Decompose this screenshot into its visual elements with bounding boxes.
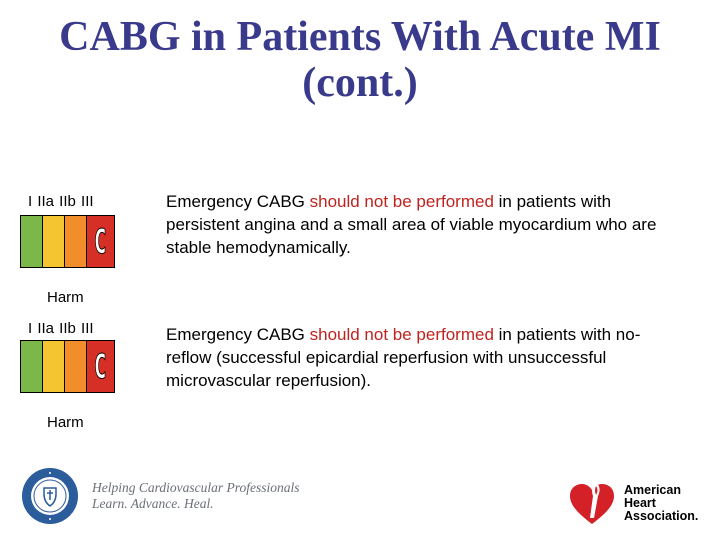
aha-line-3: Association. <box>624 508 699 523</box>
aha-logo <box>566 478 698 528</box>
acc-tagline-line-1: Helping Cardiovascular Professionals <box>92 480 300 495</box>
classification-boxes-2 <box>20 340 115 393</box>
recommendation-2-suffix: in patients with no-reflow (successful epicardial reperfusion with unsuccessful microvascular reperfusion). <box>166 325 641 390</box>
class-iii-box <box>87 216 114 267</box>
recommendation-1-highlight: should not be performed <box>309 192 494 211</box>
acc-tagline-line-2: Learn. Advance. Heal. <box>92 496 214 511</box>
recommendation-2-highlight: should not be performed <box>309 325 494 344</box>
class-i-box <box>21 341 43 392</box>
level-of-evidence-letter: C <box>94 346 107 387</box>
classification-boxes-1 <box>20 215 115 268</box>
recommendation-1 <box>166 190 666 259</box>
class-iib-box <box>65 341 87 392</box>
recommendation-1-suffix: in patients with persistent angina and a small area of viable myocardium who are stable hemodynamically. <box>166 192 657 257</box>
acc-seal-icon <box>20 466 80 526</box>
heart-torch-icon <box>566 478 618 528</box>
title-line-1: CABG in Patients With Acute MI <box>59 14 661 60</box>
harm-label-2: Harm <box>47 414 84 431</box>
recommendation-2 <box>166 323 666 392</box>
aha-wordmark <box>624 484 698 523</box>
class-iib-box <box>65 216 87 267</box>
class-labels-2: I IIa IIb III <box>28 320 94 337</box>
class-iii-box <box>87 341 114 392</box>
recommendation-1-prefix: Emergency CABG <box>166 192 310 211</box>
class-i-box <box>21 216 43 267</box>
class-iia-box <box>43 216 65 267</box>
level-of-evidence-letter: C <box>94 221 107 262</box>
acc-logo <box>20 466 300 526</box>
class-iia-box <box>43 341 65 392</box>
class-labels-1: I IIa IIb III <box>28 193 94 210</box>
slide-title <box>0 14 720 106</box>
aha-line-1: American <box>624 482 681 497</box>
title-line-2: (cont.) <box>302 60 418 106</box>
acc-tagline <box>92 480 300 512</box>
harm-label-1: Harm <box>47 289 84 306</box>
recommendation-2-prefix: Emergency CABG <box>166 325 310 344</box>
aha-line-2: Heart <box>624 495 656 510</box>
